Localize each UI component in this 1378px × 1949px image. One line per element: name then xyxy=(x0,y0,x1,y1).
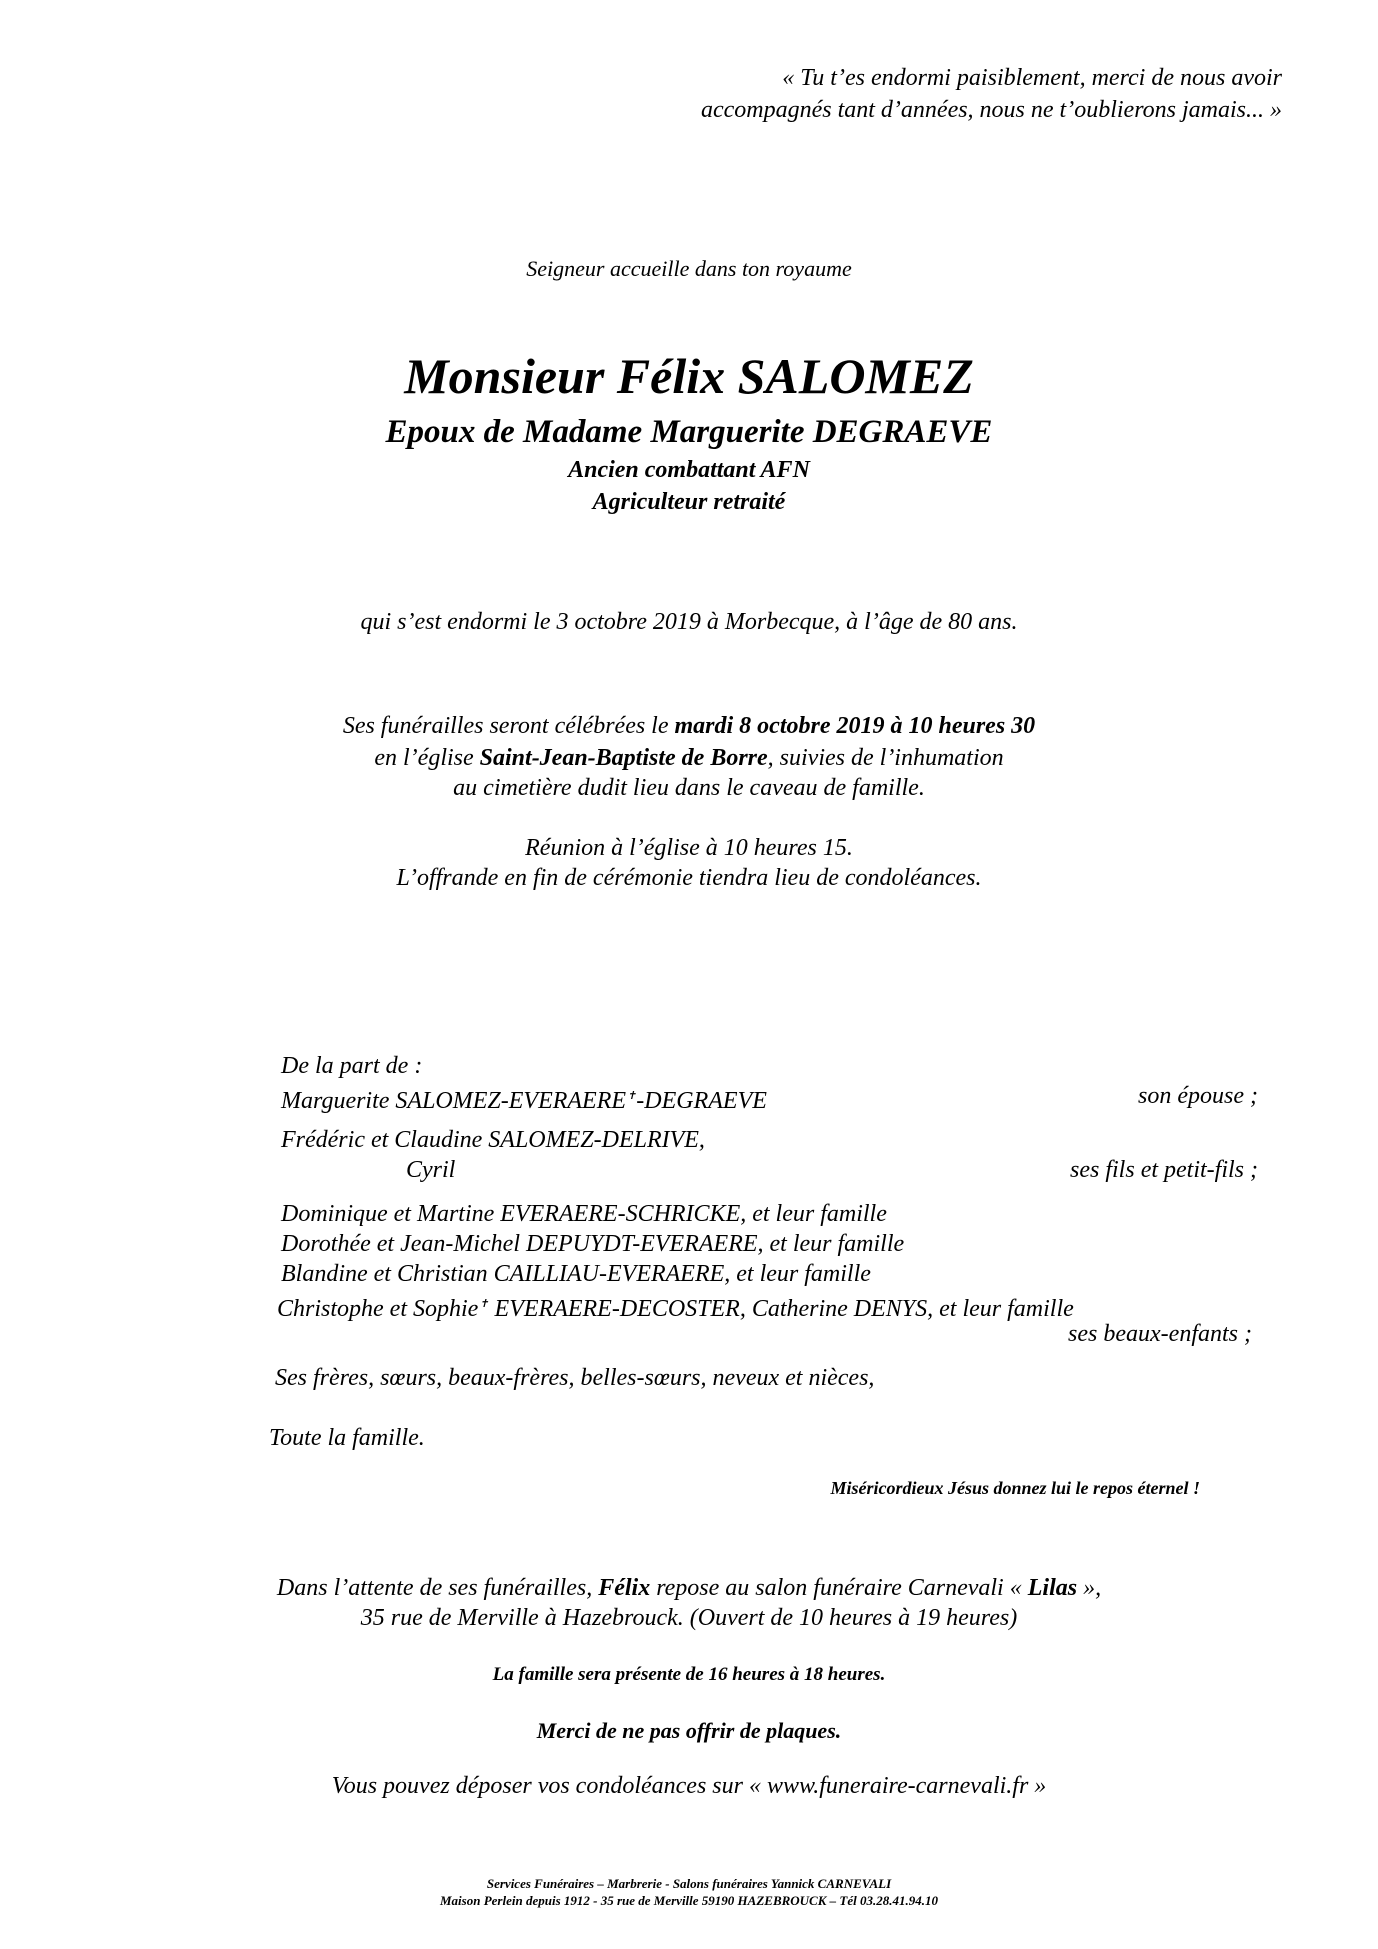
visitation-name: Félix xyxy=(598,1575,651,1601)
prayer-line: Seigneur accueille dans ton royaume xyxy=(526,256,852,281)
family-all: Toute la famille. xyxy=(269,1425,425,1451)
cross-icon: ✝ xyxy=(627,1090,637,1102)
epigraph-line-1: « Tu t’es endormi paisiblement, merci de nous avoir xyxy=(782,65,1282,91)
visitation-line-1 xyxy=(0,1572,1378,1604)
condolences-line: Vous pouvez déposer vos condoléances sur « www.funeraire-carnevali.fr » xyxy=(331,1773,1047,1799)
footer-line-2: Maison Perlein depuis 1912 - 35 rue de Merville 59190 HAZEBROUCK – Tél 03.28.41.94.10 xyxy=(440,1893,938,1908)
family-siblings: Ses frères, sœurs, beaux-frères, belles-sœurs, neveux et nièces, xyxy=(275,1365,875,1391)
funeral-line-2-text: en l’église xyxy=(374,745,480,771)
epigraph xyxy=(701,62,1282,126)
funeral-line-3: au cimetière dudit lieu dans le caveau de famille. xyxy=(453,775,925,801)
family-spouse-name-a: Marguerite SALOMEZ-EVERAERE xyxy=(281,1088,627,1114)
footer-line-1: Services Funéraires – Marbrerie - Salons funéraires Yannick CARNEVALI xyxy=(486,1876,892,1891)
deceased-name: Monsieur Félix SALOMEZ xyxy=(404,348,974,404)
visitation-line-1-a: Dans l’attente de ses funérailles, xyxy=(276,1575,599,1601)
death-notice: qui s’est endormi le 3 octobre 2019 à Morbecque, à l’âge de 80 ans. xyxy=(360,609,1018,635)
family-sons-line-1: Frédéric et Claudine SALOMEZ-DELRIVE, xyxy=(281,1127,705,1153)
family-inlaw-4 xyxy=(277,1288,1074,1325)
funeral-offering: L’offrande en fin de cérémonie tiendra lieu de condoléances. xyxy=(396,865,982,891)
family-inlaw-4-a: Christophe et Sophie xyxy=(277,1296,479,1322)
funeral-church: Saint-Jean-Baptiste de Borre xyxy=(479,745,768,771)
epigraph-line-2: accompagnés tant d’années, nous ne t’oublierons jamais... » xyxy=(700,97,1282,123)
deceased-title-1: Ancien combattant AFN xyxy=(568,457,810,483)
closing-prayer: Miséricordieux Jésus donnez lui le repos éternel ! xyxy=(830,1478,1200,1498)
family-spouse-name-b: -DEGRAEVE xyxy=(636,1088,767,1114)
family-inlaw-3: Blandine et Christian CAILLIAU-EVERAERE, et leur famille xyxy=(281,1261,871,1287)
no-plaques: Merci de ne pas offrir de plaques. xyxy=(536,1718,842,1743)
family-sons-role: ses fils et petit-fils ; xyxy=(1070,1157,1258,1183)
funeral-line-2 xyxy=(0,742,1378,774)
family-intro: De la part de : xyxy=(281,1053,423,1079)
family-inlaw-4-b: EVERAERE-DECOSTER, Catherine DENYS, et leur famille xyxy=(488,1296,1074,1322)
deceased-spouse: Epoux de Madame Marguerite DEGRAEVE xyxy=(385,414,993,450)
family-sons-line-2: Cyril xyxy=(406,1157,456,1183)
funeral-line-2-rest: , suivies de l’inhumation xyxy=(767,745,1004,771)
cross-icon: ✝ xyxy=(479,1298,489,1310)
visitation-line-1-e: », xyxy=(1077,1575,1102,1601)
family-inlaw-2: Dorothée et Jean-Michel DEPUYDT-EVERAERE, et leur famille xyxy=(281,1231,905,1257)
funeral-meeting: Réunion à l’église à 10 heures 15. xyxy=(525,835,853,861)
family-spouse-role: son épouse ; xyxy=(1138,1083,1258,1109)
visitation-line-2: 35 rue de Merville à Hazebrouck. (Ouvert de 10 heures à 19 heures) xyxy=(360,1605,1018,1631)
funeral-line-1-text: Ses funérailles seront célébrées le xyxy=(342,713,675,739)
deceased-title-2: Agriculteur retraité xyxy=(592,489,786,515)
family-spouse-name xyxy=(281,1080,767,1117)
visitation-line-1-c: repose au salon funéraire Carnevali « xyxy=(650,1575,1028,1601)
visitation-salon: Lilas xyxy=(1027,1575,1078,1601)
funeral-line-1 xyxy=(0,710,1378,742)
family-inlaws-role: ses beaux-enfants ; xyxy=(1068,1321,1252,1347)
funeral-date: mardi 8 octobre 2019 à 10 heures 30 xyxy=(674,713,1036,739)
family-inlaw-1: Dominique et Martine EVERAERE-SCHRICKE, et leur famille xyxy=(281,1201,887,1227)
visitation-presence: La famille sera présente de 16 heures à 18 heures. xyxy=(492,1664,886,1685)
